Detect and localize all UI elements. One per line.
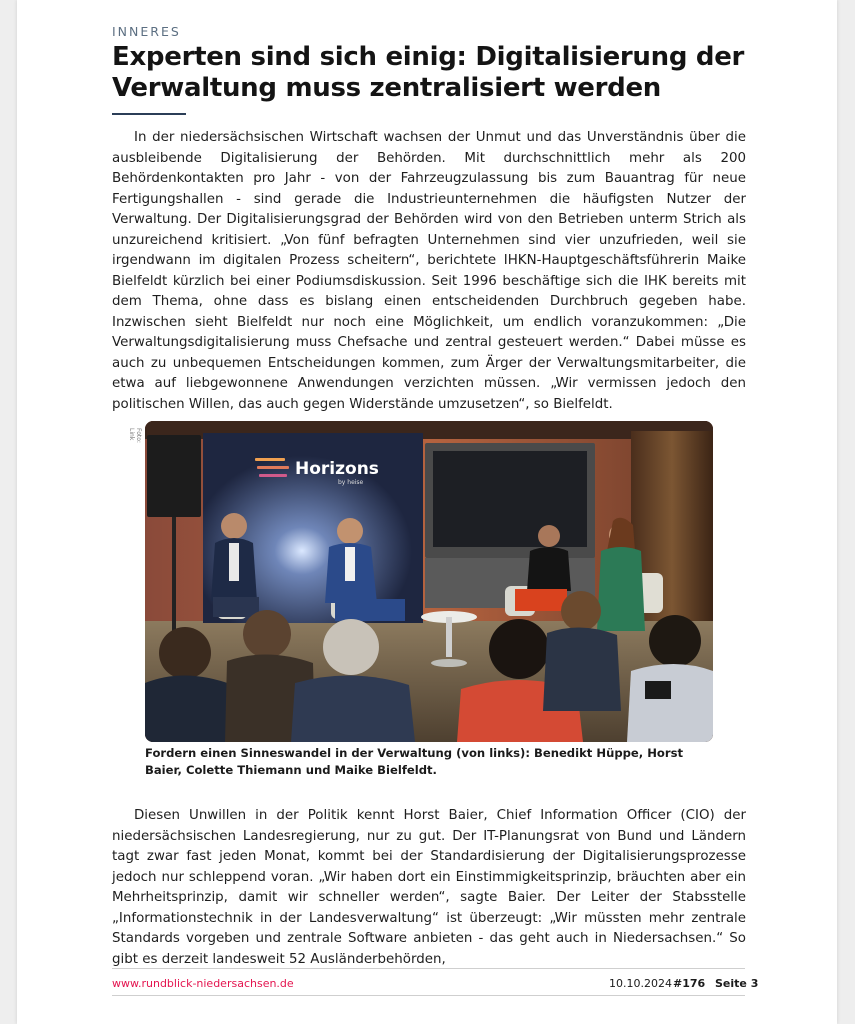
photo-illustration [145, 421, 713, 742]
photo-caption: Fordern einen Sinneswandel in der Verwaltung (von links): Benedikt Hüppe, Horst Baier, Colette Thiemann und Maike Bielfeldt. [145, 746, 684, 777]
footer-page-number: Seite 3 [715, 977, 759, 990]
panel-discussion-photo [145, 421, 713, 742]
article-title: Experten sind sich einig: Digitalisierung der Verwaltung muss zentralisiert werden [112, 42, 745, 103]
footer-issue: #176 [673, 977, 706, 990]
paragraph-2: Diesen Unwillen in der Politik kennt Horst Baier, Chief Information Officer (CIO) der niedersächsischen Landesregierung, nur zu gut. Der IT-Planungsrat von Bund und Ländern tagt zwar fast jeden Monat, kommt bei der Standardisierung der Digitalisierungsprozesse jedoch nur schleppend voran. „Wir haben dort ein Einstimmigkeitsprinzip, bräuchten aber ein Mehrheitsprinzip, damit wir schneller werden“, sagte Baier. Der Leiter der Stabsstelle „Informationstechnik in der Landesverwaltung“ ist überzeugt: „Wir müssten mehr zentrale Standards vorgeben und zentrale Software anbieten - das geht auch in Niedersachsen.“ So gibt es derzeit landesweit 52 Ausländerbehörden, [112, 808, 746, 967]
section-label: INNERES [112, 24, 181, 39]
footer-rule-bottom [112, 995, 745, 996]
photo-credit: Foto: Link [128, 428, 142, 443]
footer-website: www.rundblick-niedersachsen.de [112, 977, 294, 990]
horizons-logo-sub: by heise [338, 479, 364, 486]
footer-date: 10.10.2024 [609, 977, 672, 990]
horizons-logo-text: Horizons [295, 459, 379, 479]
footer-rule-top [112, 968, 745, 969]
document-page [17, 0, 837, 1024]
title-underline [112, 113, 186, 115]
paragraph-1: In der niedersächsischen Wirtschaft wachsen der Unmut und das Unverständnis über die ausbleibende Digitalisierung der Behörden. Mit durchschnittlich mehr als 200 Behördenkontakten pro Jahr - von der Fahrzeugzulassung bis zum Bauantrag für neue Fertigungshallen - sind gerade die Industrieunternehmen die häufigsten Nutzer der Verwaltung. Der Digitalisierungsgrad der Behörden wird von den Betrieben unterm Strich als unzureichend kritisiert. „Von fünf befragten Unternehmen sind vier unzufrieden, weil sie irgendwann im digitalen Prozess scheitern“, berichtete IHKN-Hauptgeschäftsführerin Maike Bielfeldt kürzlich bei einer Podiumsdiskussion. Seit 1996 beschäftige sich die IHK bereits mit dem Thema, ohne dass es bislang einen entscheidenden Durchbruch gegeben habe. Inzwischen sieht Bielfeldt nur noch eine Möglichkeit, um endlich voranzukommen: „Die Verwaltungsdigitalisierung muss Chefsache und zentral gesteuert werden.“ Dabei müsse es auch zu unbequemen Entscheidungen kommen, zum Ärger der Verwaltungsmitarbeiter, die etwa auf liebgewonnene Anwendungen verzichten müssen. „Wir vermissen jedoch den politischen Willen, das auch gegen Widerstände umzusetzen“, so Bielfeldt. [112, 130, 746, 412]
